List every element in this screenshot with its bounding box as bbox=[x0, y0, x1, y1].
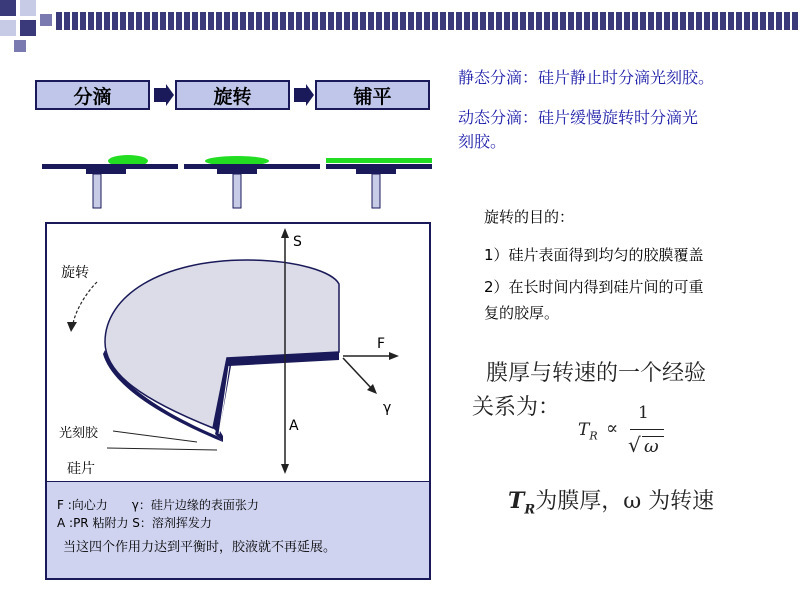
static-dispense-note: 静态分滴：硅片静止时分滴光刻胶。 bbox=[458, 68, 715, 87]
fraction-bar bbox=[630, 429, 664, 430]
step-dispense-label: 分滴 bbox=[73, 85, 112, 108]
decor-square bbox=[20, 0, 36, 16]
decor-square bbox=[40, 14, 52, 26]
definition-text-2: 为转速 bbox=[641, 489, 715, 514]
title-stripe bbox=[56, 12, 800, 30]
a-arrow-icon bbox=[281, 464, 289, 474]
formula-proportional: ∝ bbox=[606, 418, 619, 439]
decor-square bbox=[0, 0, 16, 16]
rotation-arc bbox=[73, 282, 97, 324]
definition-text: 为膜厚， bbox=[535, 489, 624, 514]
purpose-title: 旋转的目的： bbox=[484, 208, 575, 226]
relation-line-2: 关系为： bbox=[472, 395, 561, 420]
definition-tr-sub: R bbox=[524, 502, 536, 518]
s-arrow-icon bbox=[281, 228, 289, 238]
wafer-force-diagram-art bbox=[47, 224, 429, 484]
dynamic-dispense-note: 动态分滴：硅片缓慢旋转时分滴光 bbox=[458, 108, 699, 127]
legend-line-3: 当这四个作用力达到平衡时，胶液就不再延展。 bbox=[63, 540, 337, 555]
definition-tr: T bbox=[508, 488, 525, 514]
formula-omega: ω bbox=[644, 436, 659, 457]
decor-square bbox=[20, 20, 36, 36]
dynamic-dispense-note-cont: 刻胶。 bbox=[458, 132, 507, 151]
step-dispense bbox=[35, 80, 150, 110]
label-f: F bbox=[377, 336, 386, 352]
f-arrow-icon bbox=[389, 352, 399, 360]
label-photoresist: 光刻胶 bbox=[59, 426, 99, 441]
gamma-arrow-line bbox=[343, 358, 373, 390]
label-a: A bbox=[289, 418, 299, 434]
formula-lhs: T bbox=[578, 420, 590, 440]
step-spin-label: 旋转 bbox=[213, 85, 252, 108]
step-flatten bbox=[315, 80, 430, 110]
label-rotate: 旋转 bbox=[61, 265, 89, 281]
wafer-stage-illustrations bbox=[30, 150, 440, 212]
force-diagram bbox=[45, 222, 431, 580]
relation-line-1: 膜厚与转速的一个经验 bbox=[486, 361, 707, 386]
label-wafer: 硅片 bbox=[67, 461, 95, 477]
legend-line-2: A :PR 粘附力 S：溶剂挥发力 bbox=[57, 516, 212, 530]
rotation-arrow-icon bbox=[67, 322, 77, 332]
label-s: S bbox=[293, 234, 302, 250]
step-spin bbox=[175, 80, 290, 110]
wafer-stage-flatten bbox=[326, 158, 432, 208]
wafer-stage-spin bbox=[184, 156, 320, 208]
purpose-item-1: 1）硅片表面得到均匀的胶膜覆盖 bbox=[484, 246, 704, 264]
wafer-stage-dispense bbox=[42, 155, 178, 208]
legend-line-1: F :向心力 γ：硅片边缘的表面张力 bbox=[57, 498, 259, 512]
formula-numerator: 1 bbox=[638, 403, 649, 423]
label-gamma: γ bbox=[383, 400, 392, 416]
definition-line bbox=[508, 484, 714, 517]
purpose-item-2-cont: 复的胶厚。 bbox=[484, 304, 560, 322]
step-arrow-icon bbox=[292, 80, 316, 114]
photoresist-pointer bbox=[113, 431, 197, 442]
purpose-item-2: 2）在长时间内得到硅片间的可重 bbox=[484, 278, 704, 296]
decor-square bbox=[14, 40, 26, 52]
definition-omega: ω bbox=[623, 489, 642, 514]
step-flatten-label: 铺平 bbox=[353, 85, 392, 108]
force-legend bbox=[47, 481, 429, 578]
formula-lhs-sub: R bbox=[589, 429, 598, 443]
formula-sqrt-icon: √ bbox=[628, 433, 641, 457]
step-arrow-icon bbox=[152, 80, 176, 114]
wafer-pointer bbox=[107, 448, 217, 450]
decor-square bbox=[0, 20, 16, 36]
